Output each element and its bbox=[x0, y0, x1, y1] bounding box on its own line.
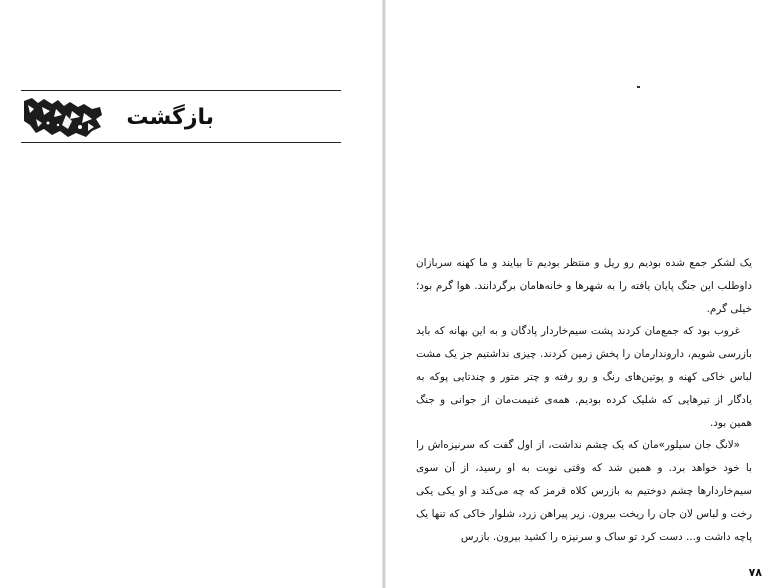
body-text bbox=[416, 252, 752, 548]
chapter-ornament-image bbox=[22, 95, 104, 139]
chapter-title: بازگشت bbox=[126, 105, 214, 130]
paragraph: یک لشکر جمع شده بودیم رو ریل و منتظر بودیم تا بیایند و ما کهنه سربازان داوطلب این جنگ پایان یافته را به شهرها و خانه‌هامان برگردانند. هوا گرم بود؛ خیلی گرم. bbox=[416, 257, 752, 315]
paragraph: غروب بود که جمع‌مان کردند پشت سیم‌خاردار پادگان و به این بهانه که باید بازرسی شویم، داروندارمان را پخش زمین کردند. چیزی نداشتیم جز یک مشت لباس خاکی کهنه و پوتین‌های رنگ و رو رفته و چتر متور و چندتایی پوکه به یادگار از تیرهایی که شلیک کرده بودیم. همه‌ی غنیمت‌مان از جوانی و جنگ همین بود. bbox=[416, 325, 752, 429]
left-page bbox=[0, 0, 382, 588]
paragraph: «لانگ جان سیلور»مان که یک چشم نداشت، از اول گفت که سرنیزه‌اش را با خود خواهد برد. و همین شد که وقتی نوبت به او رسید، از آن سوی سیم‌خاردارها چشم دوختیم به بازرس کلاه قرمز که چه می‌کند و او یکی یکی رخت و لباس لان جان را ریخت بیرون. زیر پیراهن زرد، شلوار خاکی که تنها یک پاچه داشت و... دست کرد تو ساک و سرنیزه را کشید بیرون. بازرس bbox=[416, 439, 752, 543]
chapter-rule-bottom bbox=[21, 142, 341, 143]
right-page bbox=[386, 0, 777, 588]
chapter-rule-top bbox=[21, 90, 341, 91]
page-number: ۷۸ bbox=[748, 566, 762, 579]
print-mark bbox=[637, 86, 640, 88]
